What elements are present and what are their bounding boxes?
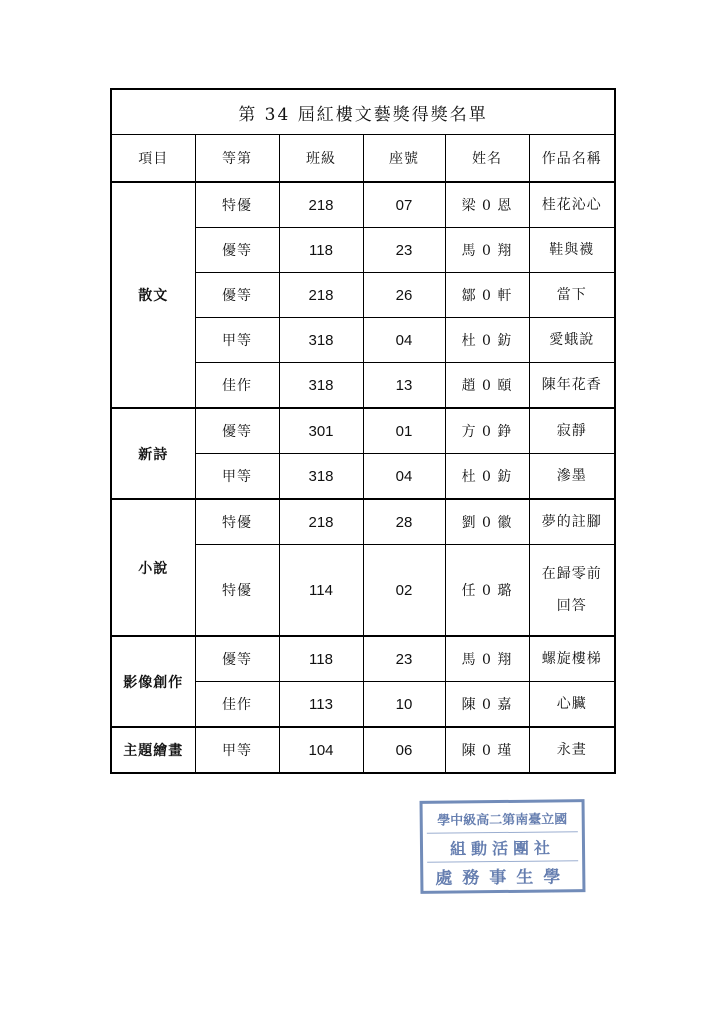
seat-cell: 01 [363,408,445,454]
seat-cell: 07 [363,182,445,228]
header-name: 姓名 [445,135,529,183]
name-cell: 趙 0 頤 [445,363,529,409]
level-cell: 佳作 [195,363,279,409]
category-visual: 影像創作 [111,636,195,727]
level-cell: 優等 [195,636,279,682]
seat-cell: 23 [363,636,445,682]
stamp-line-1: 學中級高二第南臺立國 [427,804,578,834]
seat-cell: 02 [363,545,445,637]
class-cell: 218 [279,182,363,228]
table-row [111,499,615,545]
work-cell: 心臟 [529,682,615,728]
name-cell: 陳 0 瑾 [445,727,529,773]
class-cell: 114 [279,545,363,637]
level-cell: 甲等 [195,318,279,363]
header-work: 作品名稱 [529,135,615,183]
class-cell: 118 [279,636,363,682]
seat-cell: 26 [363,273,445,318]
level-cell: 特優 [195,545,279,637]
work-cell: 陳年花香 [529,363,615,409]
level-cell: 特優 [195,182,279,228]
work-line: 回答 [556,598,587,614]
seat-cell: 04 [363,454,445,500]
class-cell: 301 [279,408,363,454]
work-cell: 螺旋樓梯 [529,636,615,682]
header-level: 等第 [195,135,279,183]
class-cell: 218 [279,273,363,318]
stamp-line-2: 組動活團社 [449,838,556,859]
work-cell: 鞋與襪 [529,228,615,273]
header-class: 班級 [279,135,363,183]
work-cell: 寂靜 [529,408,615,454]
seat-cell: 28 [363,499,445,545]
category-painting: 主題繪畫 [111,727,195,773]
work-cell [529,545,615,637]
level-cell: 優等 [195,228,279,273]
name-cell: 杜 0 鈁 [445,454,529,500]
level-cell: 甲等 [195,454,279,500]
work-cell: 愛蛾說 [529,318,615,363]
work-cell: 當下 [529,273,615,318]
name-cell: 馬 0 翔 [445,228,529,273]
level-cell: 優等 [195,408,279,454]
class-cell: 113 [279,682,363,728]
class-cell: 318 [279,318,363,363]
work-cell: 永晝 [529,727,615,773]
table-row [111,182,615,228]
name-cell: 劉 0 徽 [445,499,529,545]
name-cell: 陳 0 嘉 [445,682,529,728]
seat-cell: 06 [363,727,445,773]
level-cell: 特優 [195,499,279,545]
name-cell: 馬 0 翔 [445,636,529,682]
name-cell: 梁 0 恩 [445,182,529,228]
name-cell: 任 0 璐 [445,545,529,637]
name-cell: 杜 0 鈁 [445,318,529,363]
table-row [111,408,615,454]
name-cell: 鄒 0 軒 [445,273,529,318]
category-fiction: 小說 [111,499,195,636]
seat-cell: 10 [363,682,445,728]
category-poetry: 新詩 [111,408,195,499]
work-cell: 滲墨 [529,454,615,500]
stamp-line-3: 處務事生學 [427,860,578,890]
seat-cell: 23 [363,228,445,273]
name-cell: 方 0 錚 [445,408,529,454]
class-cell: 218 [279,499,363,545]
table-title: 第 34 屆紅樓文藝獎得獎名單 [111,89,615,135]
header-seat: 座號 [363,135,445,183]
work-line: 在歸零前 [541,566,602,582]
header-category: 項目 [111,135,195,183]
level-cell: 甲等 [195,727,279,773]
office-seal-stamp [420,799,586,894]
class-cell: 318 [279,363,363,409]
seat-cell: 04 [363,318,445,363]
level-cell: 佳作 [195,682,279,728]
level-cell: 優等 [195,273,279,318]
award-list-table [110,88,616,774]
work-cell: 夢的註腳 [529,499,615,545]
category-prose: 散文 [111,182,195,408]
table-row [111,636,615,682]
class-cell: 104 [279,727,363,773]
work-cell: 桂花沁心 [529,182,615,228]
table-row [111,727,615,773]
header-row [111,135,615,183]
seat-cell: 13 [363,363,445,409]
class-cell: 318 [279,454,363,500]
class-cell: 118 [279,228,363,273]
